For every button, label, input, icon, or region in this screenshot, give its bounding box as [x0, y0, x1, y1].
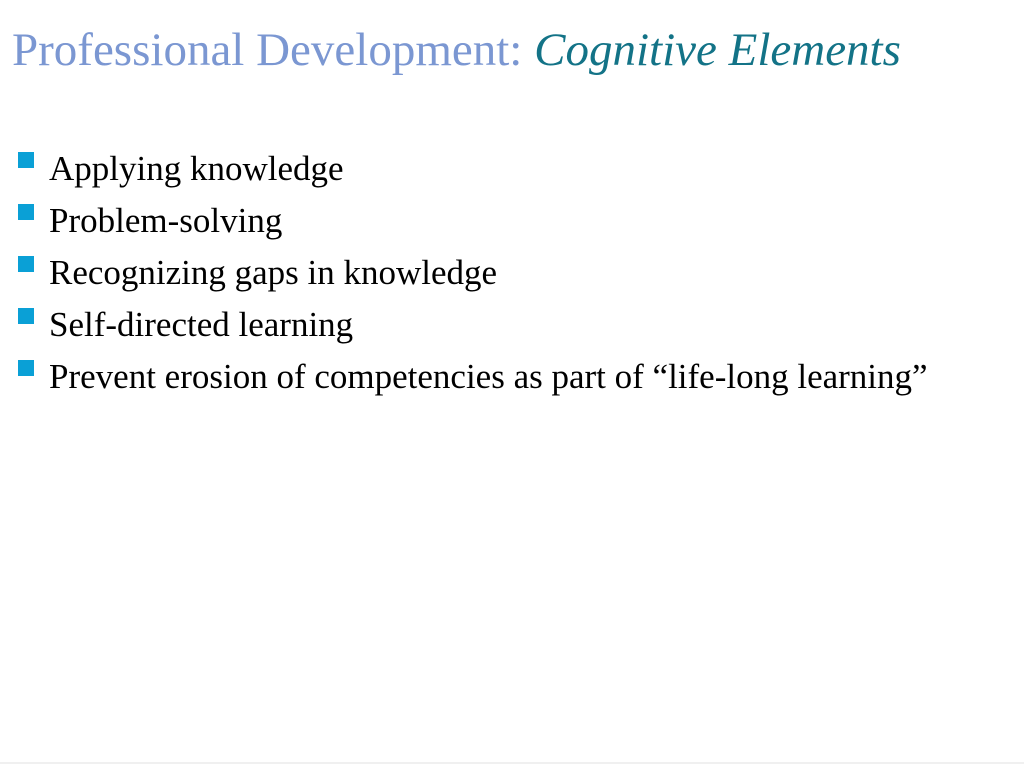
bottom-divider	[0, 762, 1024, 764]
bullet-text: Prevent erosion of competencies as part of “life-long learning”	[49, 357, 928, 396]
bullet-text: Problem-solving	[49, 201, 283, 240]
slide-title	[12, 22, 901, 78]
square-bullet-icon	[18, 152, 34, 168]
bullet-list	[18, 149, 978, 409]
bullet-text: Recognizing gaps in knowledge	[49, 253, 498, 292]
bullet-text: Applying knowledge	[49, 149, 344, 188]
square-bullet-icon	[18, 204, 34, 220]
bullet-text: Self-directed learning	[49, 305, 354, 344]
bullet-item	[18, 201, 978, 240]
slide-title-emphasis: Cognitive Elements	[534, 24, 901, 76]
square-bullet-icon	[18, 360, 34, 376]
square-bullet-icon	[18, 256, 34, 272]
bullet-item	[18, 253, 978, 292]
bullet-item	[18, 357, 978, 396]
slide-title-main: Professional Development:	[12, 24, 535, 76]
bullet-item	[18, 305, 978, 344]
bullet-item	[18, 149, 978, 188]
square-bullet-icon	[18, 308, 34, 324]
